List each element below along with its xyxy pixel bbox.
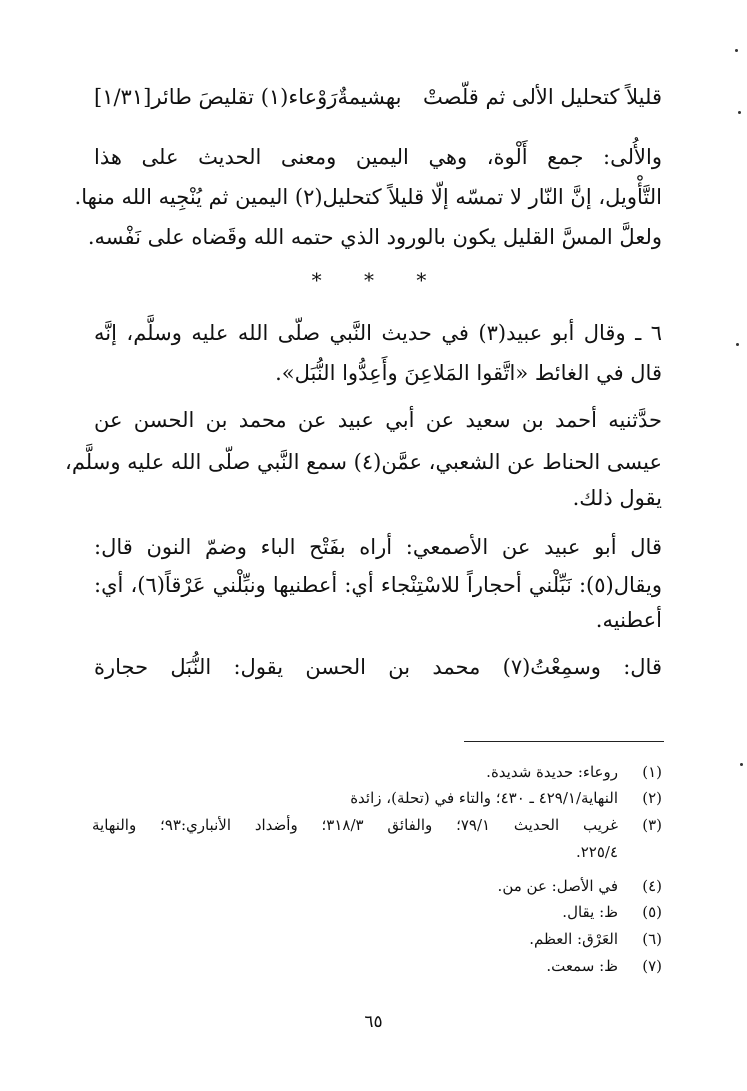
paragraph-line: ويقال(٥): نَبِّلْني أحجاراً للاسْتِنْجاء أي: أعطنيها ونبِّلْني عَرْقاً(٦)، أي:: [94, 573, 662, 597]
footnote-text: غريب الحديث ٧٩/١؛ والفائق ٣١٨/٣؛ وأضداد الأنباري:٩٣؛ والنهاية: [92, 816, 618, 834]
footnote: [92, 901, 662, 923]
footnote-text: في الأصل: عن من.: [497, 877, 618, 895]
footnote-divider: [464, 741, 664, 742]
footnote-number: (٧): [642, 957, 662, 975]
footnote: [92, 875, 662, 897]
footnote: [92, 787, 662, 809]
footnote-number: (١): [642, 763, 662, 781]
footnote-number: (٦): [642, 930, 662, 948]
footnote-text: النهاية/٤٢٩/١ ـ ٤٣٠؛ والتاء في (تحلة)، زائدة: [350, 789, 618, 807]
paragraph-line: ٦ ـ وقال أبو عبيد(٣) في حديث النَّبي صلّى الله عليه وسلَّم، إنَّه: [94, 321, 662, 345]
page-number: ٦٥: [364, 1012, 383, 1032]
footnote: [92, 928, 662, 950]
footnote-text: العَرْق: العظم.: [529, 930, 618, 948]
verse-line: [94, 82, 662, 112]
footnote-continuation: ٢٢٥/٤.: [575, 843, 618, 861]
paragraph-line: ولعلَّ المسَّ القليل يكون بالورود الذي حتمه الله وقَضاه على نَفْسه.: [87, 225, 662, 249]
footnote-text: ظ: يقال.: [562, 903, 618, 921]
scan-speck: [738, 111, 741, 114]
footnote-number: (٤): [642, 877, 662, 895]
paragraph-line: قال أبو عبيد عن الأصمعي: أراه بفَتْح الباء وضمّ النون قال:: [94, 535, 662, 559]
scan-speck: [740, 763, 743, 766]
paragraph-line: يقول ذلك.: [572, 486, 662, 510]
paragraph-line: أعطنيه.: [595, 608, 662, 632]
footnote: [92, 761, 662, 783]
paragraph-line: والأُلى: جمع أَلْوة، وهي اليمين ومعنى الحديث على هذا: [94, 145, 662, 169]
footnote-number: (٢): [642, 789, 662, 807]
footnote-text: روعاء: حديدة شديدة.: [486, 763, 618, 781]
footnote: [92, 814, 662, 836]
footnote-text: ظ: سمعت.: [546, 957, 618, 975]
paragraph-line: قال: وسمِعْتُ(٧) محمد بن الحسن يقول: النُّبَل حجارة: [94, 655, 662, 679]
footnote: [92, 955, 662, 977]
footnote-number: (٥): [642, 903, 662, 921]
paragraph-line: قال في الغائط «اتَّقوا المَلاعِنَ وأَعِدُّوا النُّبَل».: [275, 361, 662, 385]
section-separator: * * *: [311, 268, 445, 292]
verse-hemistich-right: قليلاً كتحليل الألى ثم قلّصتْ: [423, 85, 662, 109]
footnote-number: (٣): [642, 816, 662, 834]
paragraph-line: التَّأْويل، إنَّ النّار لا تمسّه إلّا قليلاً كتحليل(٢) اليمين ثم يُنْجِيه الله منها.: [74, 185, 662, 209]
paragraph-line: حدَّثنيه أحمد بن سعيد عن أبي عبيد عن محمد بن الحسن عن: [94, 408, 662, 432]
paragraph-line: عيسى الحناط عن الشعبي، عمَّن(٤) سمع النَّبي صلّى الله عليه وسلَّم،: [65, 450, 662, 474]
verse-hemistich-left: بهشيمةٌرَوْعاء(١) تقليصَ طائر[١/٣١]: [94, 85, 402, 109]
scan-speck: [735, 49, 738, 52]
scan-speck: [736, 343, 739, 346]
